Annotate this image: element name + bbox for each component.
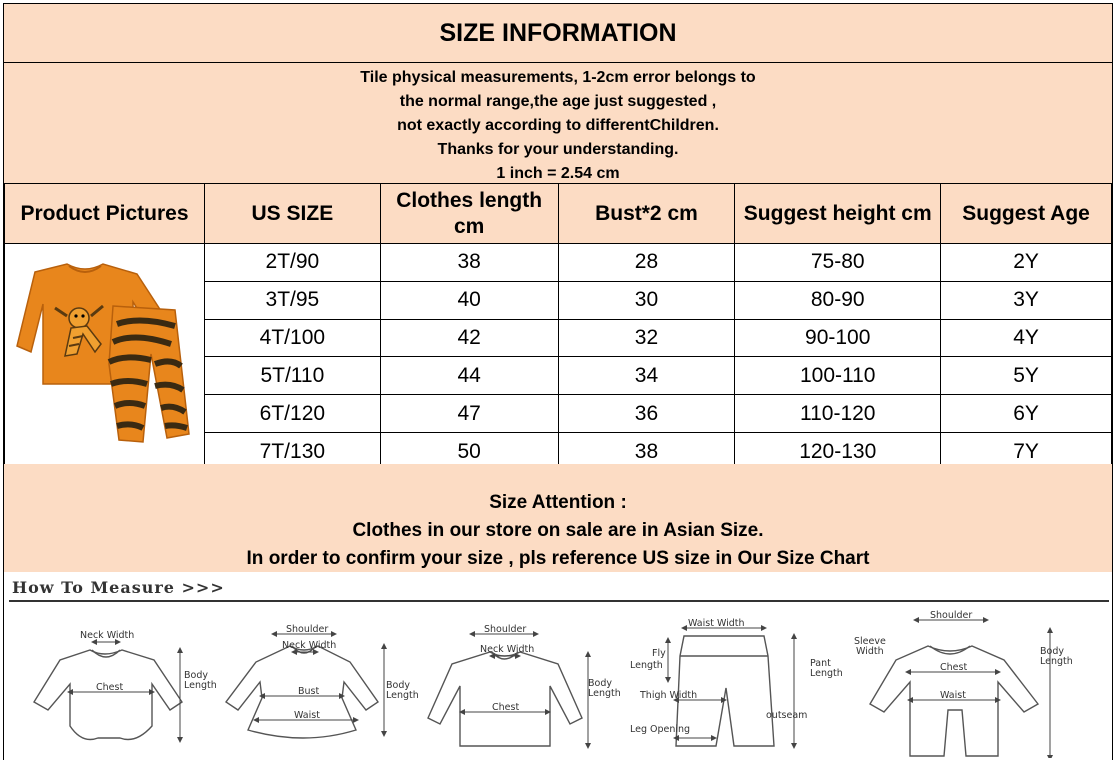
note-line: not exactly according to differentChildren.	[397, 117, 719, 134]
row-height: 110-120	[735, 395, 941, 433]
row-height: 120-130	[735, 433, 941, 471]
bodysuit-diagram	[34, 650, 182, 740]
title-divider	[9, 600, 1109, 602]
attention-line: In order to confirm your size , pls reference US size in Our Size Chart	[246, 548, 870, 569]
label-outseam: outseam	[766, 710, 808, 721]
size-table-header-row	[5, 184, 1112, 244]
row-clothes-length: 50	[380, 433, 558, 471]
row-us-size: 3T/95	[204, 281, 380, 319]
size-attention	[4, 464, 1112, 572]
row-age: 4Y	[941, 319, 1112, 357]
row-age: 3Y	[941, 281, 1112, 319]
label-body: Body	[1040, 646, 1064, 657]
label-length: Length	[386, 690, 419, 701]
attention-line: Clothes in our store on sale are in Asian Size.	[352, 520, 764, 541]
label-thigh-width: Thigh Width	[640, 690, 698, 701]
label-neck-width: Neck Width	[282, 640, 337, 651]
label-waist: Waist	[294, 710, 320, 721]
label-length: Length	[184, 680, 217, 691]
label-bust: Bust	[298, 686, 320, 697]
size-information-title: SIZE INFORMATION	[4, 4, 1112, 63]
header-product-pictures: Product Pictures	[5, 184, 205, 244]
row-bust: 38	[558, 433, 735, 471]
label-neck-width: Neck Width	[480, 644, 535, 655]
label-shoulder: Shoulder	[484, 624, 527, 635]
attention-line: Size Attention :	[489, 492, 627, 513]
measure-diagrams	[4, 606, 1112, 758]
label-shoulder: Shoulder	[930, 610, 973, 621]
label-fly-length: Length	[630, 660, 663, 671]
label-body: Body	[386, 680, 410, 691]
row-us-size: 4T/100	[204, 319, 380, 357]
how-to-measure-title: How To Measure >>>	[12, 578, 225, 597]
label-pant: Pant	[810, 658, 831, 669]
note-line: the normal range,the age just suggested ,	[399, 93, 717, 110]
row-us-size: 6T/120	[204, 395, 380, 433]
label-fly: Fly	[652, 648, 666, 659]
row-clothes-length: 38	[380, 244, 558, 282]
row-bust: 34	[558, 357, 735, 395]
row-age: 6Y	[941, 395, 1112, 433]
row-bust: 36	[558, 395, 735, 433]
label-body: Body	[588, 678, 612, 689]
row-us-size: 2T/90	[204, 244, 380, 282]
label-chest: Chest	[96, 682, 124, 693]
label-waist-width: Waist Width	[688, 618, 745, 629]
row-age: 2Y	[941, 244, 1112, 282]
label-leg-opening: Leg Opening	[630, 724, 691, 735]
label-length: Length	[588, 688, 621, 699]
measurement-notes	[4, 63, 1112, 184]
row-bust: 28	[558, 244, 735, 282]
header-suggest-age: Suggest Age	[941, 184, 1112, 244]
row-height: 90-100	[735, 319, 941, 357]
size-chart-sheet	[3, 3, 1113, 760]
row-age: 7Y	[941, 433, 1112, 471]
label-neck-width: Neck Width	[80, 630, 135, 641]
header-clothes-length: Clothes length cm	[380, 184, 558, 244]
label-body: Body	[184, 670, 208, 681]
label-sleeve: Sleeve	[854, 636, 886, 647]
row-age: 5Y	[941, 357, 1112, 395]
label-waist: Waist	[940, 690, 966, 701]
row-us-size: 5T/110	[204, 357, 380, 395]
how-to-measure-section	[4, 572, 1112, 760]
label-pant-length: Length	[810, 668, 843, 679]
row-bust: 30	[558, 281, 735, 319]
row-height: 75-80	[735, 244, 941, 282]
size-table	[4, 183, 1112, 471]
note-line: Thanks for your understanding.	[437, 141, 679, 158]
row-height: 100-110	[735, 357, 941, 395]
note-line: Tile physical measurements, 1-2cm error belongs to	[360, 69, 756, 86]
table-row	[5, 244, 1112, 282]
header-suggest-height: Suggest height cm	[735, 184, 941, 244]
header-us-size: US SIZE	[204, 184, 380, 244]
row-us-size: 7T/130	[204, 433, 380, 471]
product-pajama-image	[5, 244, 203, 464]
row-bust: 32	[558, 319, 735, 357]
row-clothes-length: 42	[380, 319, 558, 357]
row-height: 80-90	[735, 281, 941, 319]
row-clothes-length: 44	[380, 357, 558, 395]
product-picture-cell	[5, 244, 205, 471]
label-length: Length	[1040, 656, 1073, 667]
label-shoulder: Shoulder	[286, 624, 329, 635]
note-line: 1 inch = 2.54 cm	[496, 165, 620, 182]
shirt-diagram	[428, 652, 582, 746]
header-bust: Bust*2 cm	[558, 184, 735, 244]
row-clothes-length: 40	[380, 281, 558, 319]
label-sleeve-width: Width	[856, 646, 884, 657]
label-chest: Chest	[492, 702, 520, 713]
label-chest: Chest	[940, 662, 968, 673]
row-clothes-length: 47	[380, 395, 558, 433]
